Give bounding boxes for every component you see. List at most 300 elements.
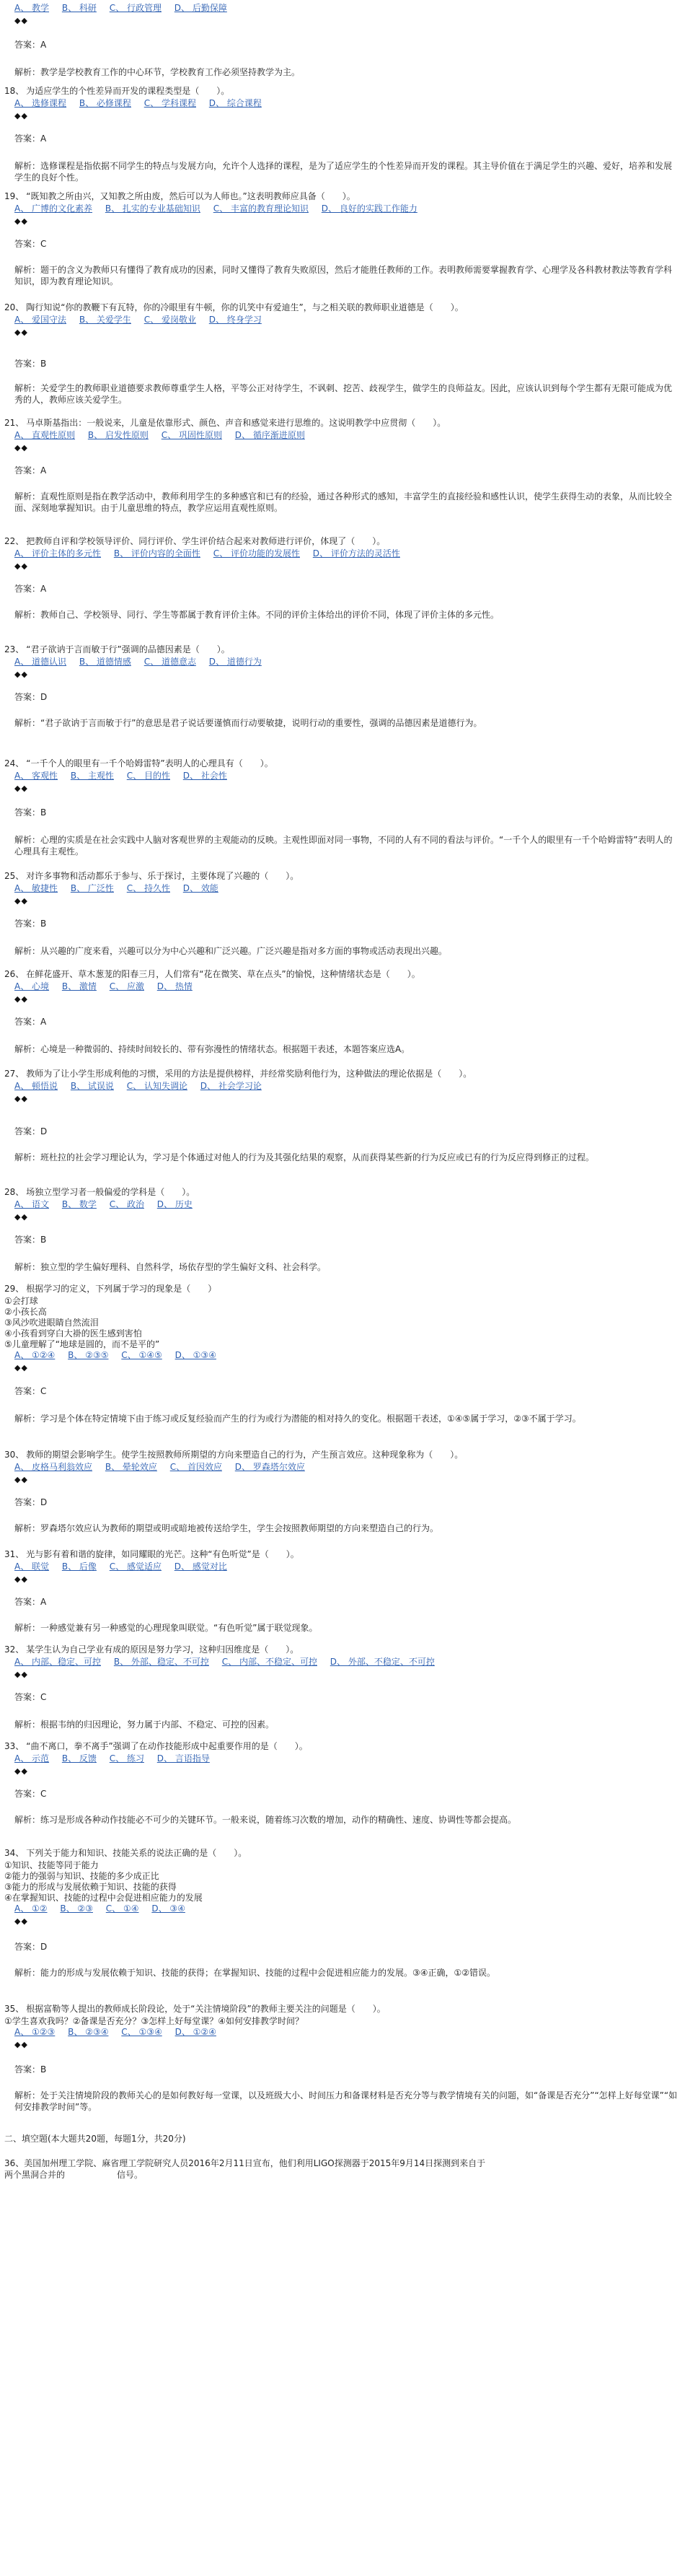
diamond-marker: ◆◆ [14, 784, 28, 793]
option-b[interactable]: B、 道德情感 [79, 657, 131, 667]
diamond-marker: ◆◆ [14, 1670, 28, 1679]
question-options [14, 1462, 675, 1473]
answer-value: B [40, 807, 47, 818]
analysis-text: 根据韦纳的归因理论，努力属于内部、不稳定、可控的因素。 [40, 1719, 275, 1730]
question-number: 21、 [4, 418, 25, 428]
statement-item: ②小孩长高 [4, 1307, 47, 1317]
answer-label: 答案： [14, 1497, 41, 1507]
question-21 [4, 417, 675, 452]
option-b[interactable]: B、 晕轮效应 [105, 1462, 157, 1472]
analysis-block [14, 945, 678, 957]
option-d[interactable]: D、 ①②④ [174, 2027, 216, 2037]
option-c[interactable]: C、 评价功能的发展性 [213, 548, 300, 558]
question-stem [4, 1449, 675, 1460]
analysis-text: 学习是个体在特定情境下由于练习或反复经验而产生的行为或行为潜能的相对持久的变化。根据题干表述，①④⑤属于学习，②③不属于学习。 [40, 1414, 581, 1424]
analysis-block [14, 717, 678, 729]
diamond-marker: ◆◆ [14, 1212, 28, 1222]
diamond-marker: ◆◆ [14, 1363, 28, 1372]
option-b[interactable]: B、 扎实的专业基础知识 [105, 203, 200, 214]
question-stem [4, 1186, 675, 1198]
option-c[interactable]: C、 内部、不稳定、可控 [221, 1657, 317, 1667]
analysis-label: 解析： [14, 1044, 41, 1054]
question-options [14, 315, 675, 325]
diamond-marker: ◆◆ [14, 328, 28, 337]
option-a[interactable]: A、 顿悟说 [14, 1081, 58, 1091]
answer-label: 答案： [14, 2064, 41, 2075]
analysis-text: “君子欲讷于言而敏于行”的意思是君子说话要谨慎而行动要敏捷，说明行动的重要性，强调的品德因素是道德行为。 [40, 718, 482, 728]
question-number: 34、 [4, 1848, 25, 1858]
option-a[interactable]: A、 客观性 [14, 771, 58, 781]
analysis-block [14, 1261, 678, 1273]
analysis-label: 解析： [14, 161, 41, 171]
option-d[interactable]: D、 热情 [156, 981, 193, 991]
question-stem [4, 1740, 675, 1752]
question-number: 25、 [4, 871, 25, 881]
option-b[interactable]: B、 反馈 [61, 1753, 97, 1764]
option-d[interactable]: D、 ①③④ [174, 1350, 216, 1360]
statement-item: ④在掌握知识、技能的过程中会促进相应能力的发展 [4, 1893, 203, 1903]
answer-line [14, 1941, 47, 1953]
question-34 [4, 1847, 675, 1926]
option-a[interactable]: A、 ①②③ [14, 2027, 56, 2037]
question-text: 为适应学生的个性差异而开发的课程类型是（ ）。 [26, 86, 230, 96]
option-b[interactable]: B、 必修课程 [79, 98, 131, 108]
question-options [14, 1657, 675, 1668]
answer-value: D [40, 1126, 48, 1136]
option-c[interactable]: C、 持久性 [126, 883, 170, 893]
analysis-block [14, 1523, 678, 1534]
answer-value: D [40, 1942, 48, 1952]
question-35 [4, 2003, 675, 2049]
option-d[interactable]: D、 道德行为 [208, 657, 262, 667]
statement-item: ③风沙吹进眼睛自然流泪 [4, 1318, 99, 1328]
question-stem [4, 190, 675, 202]
answer-label: 答案： [14, 359, 41, 369]
option-c[interactable]: C、 感觉适应 [109, 1561, 162, 1572]
question-number: 23、 [4, 644, 25, 654]
answer-label: 答案： [14, 1692, 41, 1702]
question-number: 35、 [4, 2004, 25, 2014]
option-d[interactable]: D、 效能 [182, 883, 218, 893]
question-options [14, 203, 675, 214]
analysis-label: 解析： [14, 67, 41, 77]
option-c[interactable]: C、 ①④ [105, 1903, 139, 1914]
answer-label: 答案： [14, 1386, 41, 1396]
option-d[interactable]: D、 评价方法的灵活性 [312, 548, 400, 558]
diamond-marker: ◆◆ [14, 443, 28, 452]
question-options [14, 771, 675, 781]
answer-line [14, 2064, 46, 2075]
option-c[interactable]: C、 学科课程 [143, 98, 196, 108]
option-c[interactable]: C、 应激 [109, 981, 144, 991]
question-number: 32、 [4, 1644, 25, 1655]
question-text: “一千个人的眼里有一千个哈姆雷特”表明人的心理具有（ ）。 [26, 758, 273, 768]
question-text: 马卓斯基指出：一般说来，儿童是依靠形式、颜色、声音和感觉来进行思维的。这说明教学中应贯彻（ ）。 [26, 418, 446, 428]
option-d[interactable]: D、 感觉对比 [174, 1561, 227, 1572]
question-number: 31、 [4, 1549, 25, 1559]
option-a[interactable]: A、 爱国守法 [14, 315, 67, 325]
analysis-label: 解析： [14, 946, 41, 956]
question-options [14, 1199, 675, 1210]
diamond-marker: ◆◆ [14, 111, 28, 121]
answer-line [14, 583, 46, 595]
analysis-text: 教学是学校教育工作的中心环节，学校教育工作必须坚持教学为主。 [40, 67, 301, 77]
answer-line [14, 133, 46, 144]
option-d[interactable]: D、 外部、不稳定、不可控 [330, 1657, 435, 1667]
analysis-block [14, 66, 678, 78]
option-c[interactable]: C、 爱岗敬业 [143, 315, 196, 325]
option-a[interactable]: A、 皮格马利翁效应 [14, 1462, 93, 1472]
analysis-text: 罗森塔尔效应认为教师的期望或明或暗地被传送给学生，学生会按照教师期望的方向来塑造自己的行为。 [40, 1523, 439, 1533]
question-options [14, 2027, 675, 2038]
option-a[interactable]: A、 敏捷性 [14, 883, 58, 893]
question-number: 22、 [4, 536, 25, 546]
question-text: 某学生认为自己学业有成的原因是努力学习，这种归因维度是（ ）。 [26, 1644, 299, 1655]
question-text: 在鲜花盛开、草木葱茏的阳春三月，人们常有“花在微笑、草在点头”的愉悦，这种情绪状态是（ ）。 [26, 969, 420, 979]
option-c[interactable]: C、 ①③④ [121, 2027, 162, 2037]
answer-line [14, 39, 46, 51]
answer-value: A [40, 40, 47, 50]
option-c[interactable]: C、 目的性 [126, 771, 170, 781]
option-d[interactable]: D、 社会性 [182, 771, 227, 781]
option-d[interactable]: D、 ③④ [151, 1903, 185, 1914]
option-c[interactable]: C、 首因效应 [169, 1462, 222, 1472]
option-a[interactable]: A、 内部、稳定、可控 [14, 1657, 102, 1667]
question-text: 根据学习的定义，下列属于学习的现象是（ ） [26, 1284, 217, 1294]
answer-value: A [40, 1017, 47, 1027]
question-27 [4, 1068, 675, 1103]
answer-line [14, 1385, 46, 1397]
option-c[interactable]: C、 政治 [109, 1199, 144, 1209]
option-b[interactable]: B、 启发性原则 [87, 430, 149, 440]
section-title: 二、填空题(本大题共20题，每题1分，共20分) [4, 2134, 186, 2144]
question-28 [4, 1186, 675, 1222]
option-d[interactable]: D、 循序渐进原则 [234, 430, 305, 440]
question-stem [4, 1847, 675, 1859]
diamond-marker: ◆◆ [14, 1475, 28, 1484]
question-options [14, 1753, 675, 1764]
question-text: “君子欲讷于言而敏于行”强调的品德因素是（ ）。 [26, 644, 230, 654]
question-number: 19、 [4, 191, 25, 201]
analysis-text: 班杜拉的社会学习理论认为，学习是个体通过对他人的行为及其强化结果的观察，从而获得某些新的行为反应或已有的行为反应得到修正的过程。 [40, 1152, 595, 1162]
answer-line [14, 358, 46, 369]
answer-value: B [40, 1235, 47, 1245]
option-a[interactable]: A、 示范 [14, 1753, 50, 1764]
statement-item: ②能力的强弱与知识、技能的多少成正比 [4, 1871, 159, 1881]
question-18 [4, 85, 675, 121]
option-a[interactable]: A、 广博的文化素养 [14, 203, 93, 214]
option-b[interactable]: B、 主观性 [70, 771, 114, 781]
option-c[interactable]: C、 丰富的教育理论知识 [213, 203, 309, 214]
statement-item: ①知识、技能等同于能力 [4, 1860, 99, 1870]
answer-line [14, 1788, 46, 1800]
option-c[interactable]: C、 道德意志 [143, 657, 196, 667]
question-text: 陶行知说“你的教鞭下有瓦特，你的冷眼里有牛顿，你的讥笑中有爱迪生”，与之相关联的教师职业道德是（ ）。 [26, 302, 464, 312]
answer-line [14, 691, 47, 703]
analysis-block [14, 491, 678, 514]
analysis-label: 解析： [14, 610, 41, 620]
option-d[interactable]: D、 终身学习 [208, 315, 262, 325]
question-options [14, 1350, 675, 1361]
option-b[interactable]: B、 后像 [61, 1561, 97, 1572]
answer-label: 答案： [14, 40, 41, 50]
option-c[interactable]: C、 练习 [109, 1753, 144, 1764]
question-number: 29、 [4, 1284, 25, 1294]
analysis-label: 解析： [14, 835, 41, 845]
answer-label: 答案： [14, 465, 41, 476]
analysis-block [14, 1413, 678, 1424]
option-d[interactable]: D、 良好的实践工作能力 [321, 203, 417, 214]
analysis-text: 处于关注情境阶段的教师关心的是如何教好每一堂课，以及班级大小、时间压力和备课材料是否充分等与教学情境有关的问题，如“备课是否充分”“怎样上好每堂课”“如何安排教学时间”等。 [14, 2090, 678, 2112]
option-b[interactable]: B、 数学 [61, 1199, 97, 1209]
analysis-block [14, 609, 678, 621]
option-a[interactable]: A、 评价主体的多元性 [14, 548, 102, 558]
option-b[interactable]: B、 广泛性 [70, 883, 114, 893]
diamond-marker: ◆◆ [14, 1916, 28, 1926]
answer-value: B [40, 359, 47, 369]
question-text-continued: 两个黑洞合并的 信号。 [4, 2170, 143, 2180]
analysis-text: 关爱学生的教师职业道德要求教师尊重学生人格，平等公正对待学生，不讽刺、挖苦、歧视学生，做学生的良师益友。因此，应该认识到每个学生都有无限可能成为优秀的人，教师应该关爱学生。 [14, 383, 673, 405]
question-stem [4, 302, 675, 313]
question-stem [4, 1283, 675, 1294]
question-options [14, 1081, 675, 1092]
question-options [14, 98, 675, 109]
diamond-marker: ◆◆ [14, 561, 28, 571]
question-text: 对许多事物和活动都乐于参与、乐于探讨，主要体现了兴趣的（ ）。 [26, 871, 299, 881]
option-a[interactable]: A、 联觉 [14, 1561, 50, 1572]
option-a[interactable]: A、 ①②④ [14, 1350, 56, 1360]
answer-label: 答案： [14, 807, 41, 818]
answer-label: 答案： [14, 1789, 41, 1799]
option-a[interactable]: A、 ①② [14, 1903, 48, 1914]
analysis-block [14, 2090, 678, 2113]
question-text: “既知教之所由兴，又知教之所由废，然后可以为人师也。”这表明教师应具备（ ）。 [26, 191, 355, 201]
question-number: 28、 [4, 1187, 25, 1197]
analysis-text: 教师自己、学校领导、同行、学生等都属于教育评价主体。不同的评价主体给出的评价不同，体现了评价主体的多元性。 [40, 610, 500, 620]
option-c[interactable]: C、 巩固性原则 [161, 430, 222, 440]
analysis-text: 能力的形成与发展依赖于知识、技能的获得；在掌握知识、技能的过程中会促进相应能力的发展。③④正确，①②错误。 [40, 1968, 496, 1978]
question-stem [4, 968, 675, 980]
analysis-text: 独立型的学生偏好理科、自然科学，场依存型的学生偏好文科、社会科学。 [40, 1262, 327, 1272]
answer-line [14, 238, 46, 250]
option-c[interactable]: C、 认知失调论 [126, 1081, 187, 1091]
question-options [14, 981, 675, 992]
option-b[interactable]: B、 试误说 [70, 1081, 114, 1091]
answer-line [14, 1126, 47, 1137]
question-number: 24、 [4, 758, 25, 768]
question-stem [4, 1068, 675, 1079]
question-number: 18、 [4, 86, 25, 96]
analysis-block [14, 1967, 678, 1979]
answer-label: 答案： [14, 133, 41, 144]
analysis-text: 心理的实质是在社会实践中人脑对客观世界的主观能动的反映。主观性即面对同一事物，不同的人有不同的看法与评价。“一千个人的眼里有一千个哈姆雷特”表明人的心理具有主观性。 [14, 835, 673, 857]
answer-line [14, 807, 46, 818]
question-26 [4, 968, 675, 1004]
question-stem [4, 644, 675, 655]
question-options [14, 1903, 675, 1914]
answer-label: 答案： [14, 1942, 41, 1952]
question-stem [4, 85, 675, 97]
question-stem [4, 2157, 675, 2169]
analysis-block [14, 264, 678, 287]
answer-label: 答案： [14, 239, 41, 249]
diamond-marker: ◆◆ [14, 1574, 28, 1584]
option-d[interactable]: D、 综合课程 [208, 98, 262, 108]
question-text: 根据富勒等人提出的教师成长阶段论，处于“关注情境阶段”的教师主要关注的问题是（ ）。 [26, 2004, 386, 2014]
option-b[interactable]: B、 ②③④ [68, 2027, 109, 2037]
analysis-label: 解析： [14, 1623, 41, 1633]
question-31 [4, 1548, 675, 1584]
analysis-block [14, 1043, 678, 1055]
option-d[interactable]: D、 社会学习论 [200, 1081, 262, 1091]
option-b[interactable]: B、 外部、稳定、不可控 [113, 1657, 209, 1667]
option-a[interactable]: A、 选修课程 [14, 98, 67, 108]
statement-item: ⑤儿童理解了“地球是圆的，而不是平的” [4, 1339, 160, 1349]
statement-item: ③能力的形成与发展依赖于知识、技能的获得 [4, 1882, 177, 1892]
option-d[interactable]: D、 历史 [156, 1199, 193, 1209]
option-b[interactable]: B、 科研 [61, 3, 97, 13]
analysis-label: 解析： [14, 1152, 41, 1162]
analysis-label: 解析： [14, 265, 41, 275]
question-number: 36、 [4, 2158, 25, 2168]
analysis-text: 从兴趣的广度来看，兴趣可以分为中心兴趣和广泛兴趣。广泛兴趣是指对多方面的事物或活动表现出兴趣。 [40, 946, 448, 956]
question-text: 把教师自评和学校领导评价、同行评价、学生评价结合起来对教师进行评价，体现了（ ）。 [26, 536, 386, 546]
question-number: 20、 [4, 302, 25, 312]
analysis-block [14, 1152, 678, 1163]
answer-value: A [40, 133, 47, 144]
question-text: 教师的期望会影响学生。使学生按照教师所期望的方向来塑造自己的行为，产生预言效应。这种现象称为（ ）。 [26, 1450, 464, 1460]
question-stem [4, 758, 675, 769]
answer-label: 答案： [14, 692, 41, 702]
analysis-text: 选修课程是指依据不同学生的特点与发展方向，允许个人选择的课程，是为了适应学生的个性差异而开发的课程。其主导价值在于满足学生的兴趣、爱好，培养和发展学生的良好个性。 [14, 161, 673, 183]
question-number: 26、 [4, 969, 25, 979]
option-a[interactable]: A、 直观性原则 [14, 430, 76, 440]
diamond-marker: ◆◆ [14, 216, 28, 226]
option-b[interactable]: B、 ②③ [60, 1903, 93, 1914]
question-options [14, 883, 675, 894]
option-d[interactable]: D、 后勤保障 [174, 3, 227, 13]
diamond-marker: ◆◆ [14, 670, 28, 679]
answer-value: C [40, 1789, 47, 1799]
option-b[interactable]: B、 关爱学生 [79, 315, 131, 325]
diamond-marker: ◆◆ [14, 1094, 28, 1103]
option-a[interactable]: A、 道德认识 [14, 657, 67, 667]
answer-value: A [40, 1597, 47, 1607]
option-a[interactable]: A、 教学 [14, 3, 50, 13]
answer-value: C [40, 239, 47, 249]
analysis-block [14, 1719, 678, 1730]
option-d[interactable]: D、 言语指导 [156, 1753, 210, 1764]
analysis-text: 一种感觉兼有另一种感觉的心理现象叫联觉。“有色听觉”属于联觉现象。 [40, 1623, 318, 1633]
question-text: 光与影有着和谐的旋律，如同耀眼的光芒。这种“有色听觉”是（ ）。 [26, 1549, 299, 1559]
question-options [14, 548, 675, 559]
option-b[interactable]: B、 评价内容的全面性 [113, 548, 200, 558]
analysis-block [14, 834, 678, 857]
question-23 [4, 644, 675, 679]
question-stem [4, 2003, 675, 2015]
question-25 [4, 870, 675, 906]
analysis-label: 解析： [14, 1968, 41, 1978]
analysis-label: 解析： [14, 1414, 41, 1424]
question-stem [4, 1644, 675, 1655]
analysis-block [14, 1622, 678, 1634]
option-a[interactable]: A、 语文 [14, 1199, 50, 1209]
question-33 [4, 1740, 675, 1776]
question-36 [4, 2157, 675, 2181]
statement-item: ①学生喜欢我吗？②备课是否充分？③怎样上好每堂课？④如何安排教学时间？ [4, 2016, 304, 2026]
analysis-label: 解析： [14, 383, 41, 393]
question-number: 27、 [4, 1069, 25, 1079]
answer-label: 答案： [14, 584, 41, 594]
option-c[interactable]: C、 ①④⑤ [121, 1350, 162, 1360]
question-text: 教师为了让小学生形成利他的习惯，采用的方法是提供榜样，并经常奖励利他行为，这种做法的理论依据是（ ）。 [26, 1069, 472, 1079]
question-22 [4, 535, 675, 571]
analysis-label: 解析： [14, 2090, 41, 2100]
answer-line [14, 1596, 46, 1608]
answer-line [14, 1234, 46, 1245]
answer-line [14, 1016, 46, 1028]
answer-value: D [40, 1497, 48, 1507]
question-24 [4, 758, 675, 793]
answer-label: 答案： [14, 1597, 41, 1607]
diamond-marker: ◆◆ [14, 2040, 28, 2049]
analysis-label: 解析： [14, 1523, 41, 1533]
answer-label: 答案： [14, 1235, 41, 1245]
question-number: 30、 [4, 1450, 25, 1460]
question-options [14, 430, 675, 441]
diamond-marker: ◆◆ [14, 16, 28, 25]
option-d[interactable]: D、 罗森塔尔效应 [234, 1462, 305, 1472]
option-a[interactable]: A、 心境 [14, 981, 50, 991]
question-text: “曲不离口，拳不离手”强调了在动作技能形成中起重要作用的是（ ）。 [26, 1741, 308, 1751]
answer-line [14, 465, 46, 476]
question-options [14, 3, 675, 14]
answer-line [14, 1691, 46, 1703]
answer-label: 答案： [14, 1017, 41, 1027]
answer-label: 答案： [14, 919, 41, 929]
question-30 [4, 1449, 675, 1484]
answer-label: 答案： [14, 1126, 41, 1136]
question-32 [4, 1644, 675, 1679]
analysis-label: 解析： [14, 491, 41, 501]
option-b[interactable]: B、 ②③⑤ [68, 1350, 109, 1360]
option-b[interactable]: B、 激情 [61, 981, 97, 991]
statement-item: ①会打球 [4, 1296, 38, 1306]
answer-value: B [40, 2064, 47, 2075]
analysis-text: 直观性原则是指在教学活动中，教师利用学生的多种感官和已有的经验，通过各种形式的感知，丰富学生的直接经验和感性认识，使学生获得生动的表象，从而比较全面、深刻地掌握知识。由于儿童思维的特点，教学应运用直观性原则。 [14, 491, 673, 513]
option-c[interactable]: C、 行政管理 [109, 3, 162, 13]
question-stem [4, 1548, 675, 1560]
question-text: 场独立型学习者一般偏爱的学科是（ ）。 [26, 1187, 195, 1197]
answer-value: C [40, 1386, 47, 1396]
question-number: 33、 [4, 1741, 25, 1751]
question-17-partial [4, 3, 675, 25]
answer-value: A [40, 465, 47, 476]
question-19 [4, 190, 675, 226]
answer-value: A [40, 584, 47, 594]
answer-value: B [40, 919, 47, 929]
diamond-marker: ◆◆ [14, 994, 28, 1004]
answer-value: C [40, 1692, 47, 1702]
analysis-label: 解析： [14, 1815, 41, 1825]
question-stem [4, 870, 675, 882]
question-29 [4, 1283, 675, 1372]
analysis-text: 题干的含义为教师只有懂得了教育成功的因素，同时又懂得了教育失败原因，然后才能胜任教师的工作。表明教师需要掌握教育学、心理学及各科教材教法等教育学科知识，即为教育理论知识。 [14, 265, 673, 286]
statement-item: ④小孩看到穿白大褂的医生感到害怕 [4, 1328, 142, 1339]
analysis-label: 解析： [14, 718, 41, 728]
diamond-marker: ◆◆ [14, 896, 28, 906]
answer-value: D [40, 692, 48, 702]
